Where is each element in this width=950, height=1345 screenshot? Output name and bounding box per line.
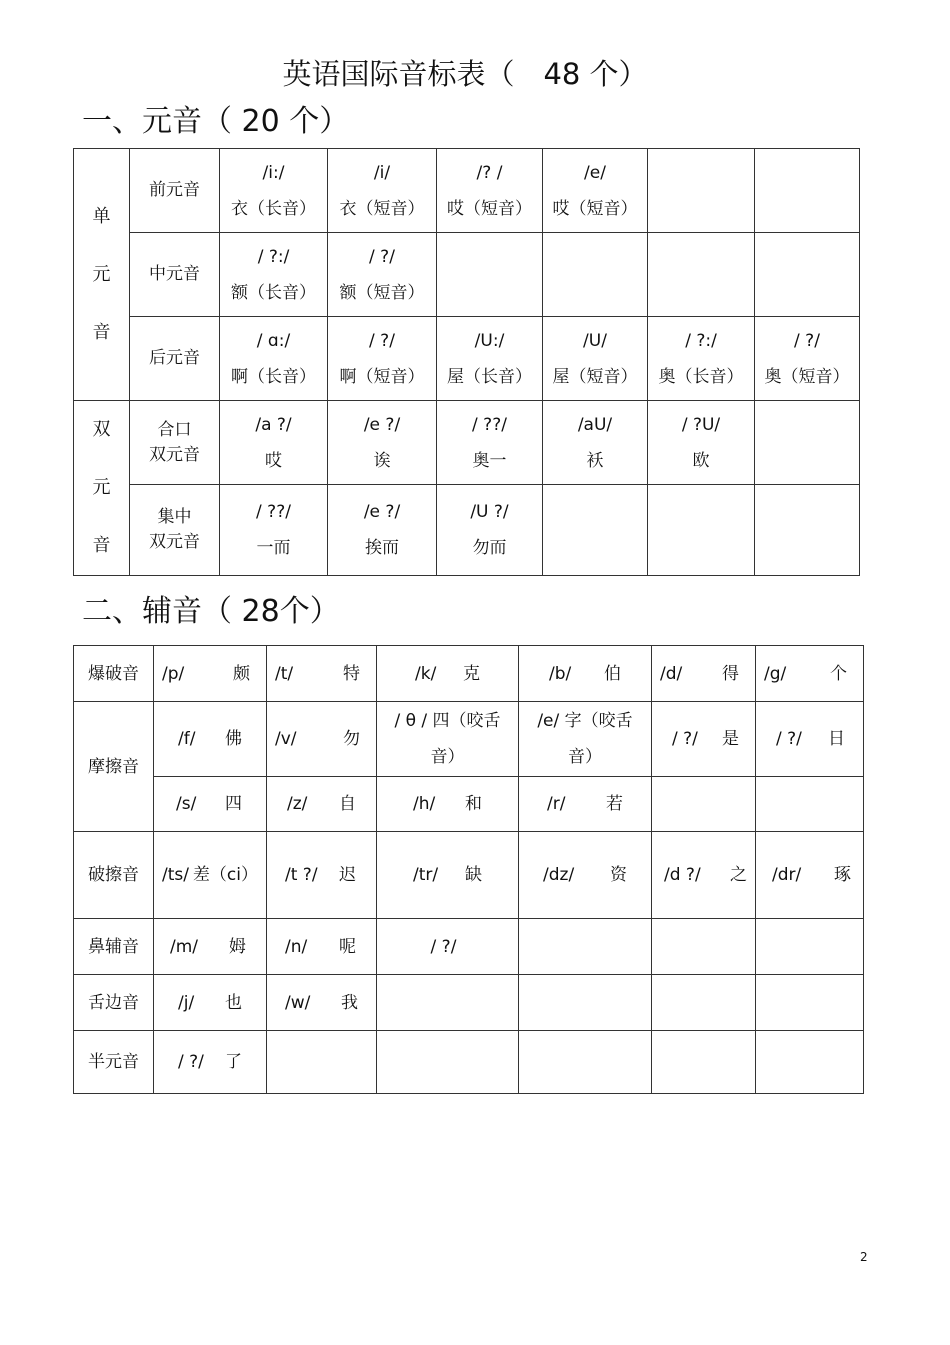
ipa-symbol: /k/ xyxy=(415,663,437,684)
section-heading-consonants: 二、辅音（ 28个） xyxy=(82,594,340,629)
consonant-cell xyxy=(652,777,756,832)
ipa-symbol: /g/ xyxy=(764,663,787,684)
vowel-cell xyxy=(220,401,328,485)
vowel-cell xyxy=(328,317,437,401)
row-label-line xyxy=(130,418,219,468)
cn-hint: 资 xyxy=(610,865,627,885)
consonant-cell xyxy=(652,1031,756,1094)
vowel-cell xyxy=(437,401,543,485)
ipa-symbol: /? / xyxy=(476,162,503,183)
vowel-cell xyxy=(543,149,648,233)
consonant-cell xyxy=(154,777,267,832)
vowel-group-single xyxy=(74,149,130,401)
cn-hint: 衣（短音） xyxy=(339,198,425,219)
ipa-symbol: /aU/ xyxy=(577,414,613,435)
cn-hint: 呢 xyxy=(339,936,356,957)
ipa-symbol: /v/ xyxy=(275,729,297,749)
ipa-symbol: /U ?/ xyxy=(470,502,509,523)
consonant-cell xyxy=(154,832,267,919)
cn-hint: 袄 xyxy=(586,450,604,471)
ipa-symbol: / θ / 四（咬舌 xyxy=(394,711,501,731)
cn-hint: 奥（短音） xyxy=(764,366,850,387)
row-label: 半元音 xyxy=(74,1031,154,1094)
cn-hint: 奥一 xyxy=(472,450,507,471)
ipa-symbol: /e/ xyxy=(584,162,606,183)
consonant-cell xyxy=(652,702,756,777)
section-heading-vowels: 一、元音（ 20 个） xyxy=(82,104,350,139)
cn-hint: 伯 xyxy=(604,663,621,684)
consonant-cell xyxy=(267,919,377,975)
ipa-symbol: /s/ xyxy=(176,794,197,814)
consonant-cell xyxy=(267,975,377,1031)
ipa-symbol: /dz/ xyxy=(543,865,575,885)
consonant-cell xyxy=(756,1031,864,1094)
ipa-symbol: /b/ xyxy=(549,663,572,684)
cn-hint: 屋（长音） xyxy=(447,366,532,387)
group-char: 音 xyxy=(92,321,111,343)
cn-hint: 诶 xyxy=(373,450,391,471)
consonant-cell xyxy=(519,777,652,832)
ipa-symbol: /w/ xyxy=(285,992,311,1013)
row-label: 后元音 xyxy=(130,317,220,401)
ipa-symbol: / ?/ xyxy=(672,729,698,749)
cn-hint: 特 xyxy=(343,663,360,684)
consonant-cell xyxy=(267,777,377,832)
cn-hint: 缺 xyxy=(465,865,482,885)
cn-hint: 音） xyxy=(430,747,465,767)
consonant-cell xyxy=(756,646,864,702)
row-label: 爆破音 xyxy=(74,646,154,702)
vowel-table xyxy=(73,148,860,576)
cn-hint: 自 xyxy=(339,794,356,814)
cn-hint: 额（短音） xyxy=(339,282,425,303)
cn-hint: 哎（短音） xyxy=(447,198,532,219)
cn-hint: 衣（长音） xyxy=(231,198,316,219)
cn-hint: 屋（短音） xyxy=(552,366,638,387)
consonant-cell xyxy=(756,919,864,975)
vowel-cell xyxy=(648,317,755,401)
ipa-symbol: /h/ xyxy=(413,794,436,814)
vowel-cell xyxy=(648,233,755,317)
page-number: 2 xyxy=(860,1250,868,1264)
vowel-cell xyxy=(755,233,860,317)
ipa-symbol: /d/ xyxy=(660,663,683,684)
vowel-cell xyxy=(755,401,860,485)
cn-hint: 欧 xyxy=(692,450,710,471)
cn-hint: 差（ci） xyxy=(192,865,258,885)
consonant-cell xyxy=(756,777,864,832)
consonant-cell xyxy=(154,975,267,1031)
ipa-symbol: /j/ xyxy=(178,992,195,1013)
cn-hint: 颇 xyxy=(233,663,250,684)
ipa-symbol: /d ?/ xyxy=(664,865,701,885)
consonant-cell xyxy=(154,702,267,777)
consonant-cell xyxy=(652,832,756,919)
group-char: 双 xyxy=(92,419,111,440)
cn-hint: 奥（长音） xyxy=(658,366,744,387)
cn-hint: 个 xyxy=(830,663,847,684)
vowel-cell xyxy=(648,149,755,233)
cn-hint: 和 xyxy=(465,794,482,814)
cn-hint: 哎（短音） xyxy=(552,198,638,219)
ipa-symbol: /tr/ xyxy=(413,865,439,885)
row-label: 舌边音 xyxy=(74,975,154,1031)
cn-hint: 啊（长音） xyxy=(231,366,316,387)
row-label xyxy=(130,485,220,576)
consonant-cell xyxy=(519,832,652,919)
consonant-cell xyxy=(377,919,519,975)
row-label xyxy=(130,401,220,485)
consonant-cell xyxy=(377,702,519,777)
vowel-cell xyxy=(543,401,648,485)
vowel-cell xyxy=(543,317,648,401)
row-label-part: 双元音 xyxy=(149,532,200,553)
consonant-cell xyxy=(519,975,652,1031)
consonant-cell xyxy=(756,832,864,919)
cn-hint: 迟 xyxy=(339,865,356,885)
ipa-symbol: /r/ xyxy=(547,794,566,814)
cn-hint: 之 xyxy=(730,865,747,885)
cn-hint: 得 xyxy=(722,663,739,684)
consonant-cell xyxy=(267,646,377,702)
cn-hint: 克 xyxy=(463,663,480,684)
row-label-part: 双元音 xyxy=(149,444,200,465)
consonant-cell xyxy=(154,646,267,702)
cn-hint: 额（长音） xyxy=(231,282,316,303)
row-label-part: 合口 xyxy=(157,419,192,440)
consonant-cell xyxy=(154,919,267,975)
ipa-symbol: /n/ xyxy=(285,936,308,957)
cn-hint: 也 xyxy=(225,992,242,1013)
ipa-symbol: / ?/ xyxy=(369,330,395,351)
row-label: 破擦音 xyxy=(74,832,154,919)
consonant-cell xyxy=(519,919,652,975)
vowel-group-double xyxy=(74,401,130,576)
cn-hint: 啊（短音） xyxy=(339,366,425,387)
cn-hint: 音） xyxy=(568,747,602,767)
ipa-symbol: / ɑ:/ xyxy=(256,330,291,351)
vowel-cell xyxy=(328,401,437,485)
ipa-symbol: / ??/ xyxy=(256,502,291,523)
vowel-cell xyxy=(328,485,437,576)
ipa-symbol: /a ?/ xyxy=(255,414,292,435)
ipa-symbol: /U/ xyxy=(583,330,607,351)
cn-hint: 琢 xyxy=(834,865,851,885)
ipa-symbol: /m/ xyxy=(170,936,199,957)
ipa-symbol: /i/ xyxy=(373,162,391,183)
consonant-cell xyxy=(154,1031,267,1094)
consonant-cell xyxy=(519,702,652,777)
ipa-symbol: / ?/ xyxy=(178,1052,204,1072)
consonant-cell xyxy=(377,646,519,702)
ipa-symbol: / ??/ xyxy=(472,414,507,435)
ipa-symbol: / ?/ xyxy=(776,729,802,749)
ipa-symbol: /U:/ xyxy=(474,330,505,351)
vowel-cell xyxy=(328,233,437,317)
cn-hint: 日 xyxy=(828,729,845,749)
cn-hint: 若 xyxy=(606,794,623,814)
cn-hint: 勿 xyxy=(343,729,360,749)
row-label-line xyxy=(130,505,219,555)
vowel-cell xyxy=(755,149,860,233)
consonant-table xyxy=(73,645,864,1094)
ipa-symbol: / ?/ xyxy=(369,246,395,267)
ipa-symbol: /e ?/ xyxy=(363,502,401,523)
group-char: 元 xyxy=(92,477,111,498)
vowel-cell xyxy=(543,485,648,576)
cn-hint: 佛 xyxy=(225,729,242,749)
row-label: 摩擦音 xyxy=(74,702,154,832)
cn-hint: 四 xyxy=(225,794,242,814)
cn-hint: 挨而 xyxy=(365,538,399,559)
cn-hint: 一而 xyxy=(256,538,291,559)
vowel-cell xyxy=(648,485,755,576)
consonant-cell xyxy=(756,975,864,1031)
group-char: 单 xyxy=(92,205,111,227)
vowel-cell xyxy=(220,317,328,401)
ipa-symbol: /t ?/ xyxy=(285,865,318,885)
consonant-cell xyxy=(519,646,652,702)
cn-hint: 姆 xyxy=(229,936,246,957)
row-label-part: 集中 xyxy=(157,507,192,528)
consonant-cell xyxy=(652,975,756,1031)
consonant-cell xyxy=(267,832,377,919)
consonant-cell xyxy=(377,1031,519,1094)
ipa-symbol: / ?/ xyxy=(430,936,457,957)
consonant-cell xyxy=(652,646,756,702)
vowel-cell xyxy=(648,401,755,485)
ipa-symbol: /i:/ xyxy=(262,162,285,183)
ipa-symbol: /dr/ xyxy=(772,865,802,885)
vowel-cell xyxy=(437,233,543,317)
ipa-symbol: /z/ xyxy=(287,794,308,814)
ipa-symbol: / ?U/ xyxy=(681,414,721,435)
ipa-symbol: /p/ xyxy=(162,663,185,684)
consonant-cell xyxy=(756,702,864,777)
vowel-cell xyxy=(328,149,437,233)
vowel-cell xyxy=(437,149,543,233)
vowel-cell xyxy=(437,317,543,401)
page-title: 英语国际音标表（ 48 个） xyxy=(282,57,648,91)
row-label: 鼻辅音 xyxy=(74,919,154,975)
ipa-symbol: / ?:/ xyxy=(685,330,717,351)
ipa-symbol: /ts/ xyxy=(162,865,189,885)
vowel-cell xyxy=(543,233,648,317)
consonant-cell xyxy=(377,832,519,919)
ipa-symbol: / ?:/ xyxy=(257,246,290,267)
consonant-cell xyxy=(267,702,377,777)
ipa-symbol: /e ?/ xyxy=(363,414,401,435)
group-char: 音 xyxy=(92,535,111,556)
group-char: 元 xyxy=(92,263,111,285)
ipa-symbol: / ?/ xyxy=(794,330,820,351)
cn-hint: 了 xyxy=(225,1052,242,1072)
consonant-cell xyxy=(652,919,756,975)
row-label: 中元音 xyxy=(130,233,220,317)
consonant-cell xyxy=(377,975,519,1031)
cn-hint: 我 xyxy=(341,992,358,1013)
consonant-cell xyxy=(267,1031,377,1094)
vowel-cell xyxy=(220,233,328,317)
vowel-cell xyxy=(220,149,328,233)
vowel-cell xyxy=(220,485,328,576)
vowel-cell xyxy=(755,317,860,401)
row-label: 前元音 xyxy=(130,149,220,233)
consonant-cell xyxy=(377,777,519,832)
vowel-cell xyxy=(437,485,543,576)
cn-hint: 哎 xyxy=(265,450,282,471)
ipa-symbol: /e/ 字（咬舌 xyxy=(537,711,633,731)
vowel-cell xyxy=(755,485,860,576)
ipa-symbol: /f/ xyxy=(178,729,196,749)
cn-hint: 是 xyxy=(722,729,739,749)
cn-hint: 勿而 xyxy=(472,538,507,559)
ipa-symbol: /t/ xyxy=(275,663,294,684)
consonant-cell xyxy=(519,1031,652,1094)
